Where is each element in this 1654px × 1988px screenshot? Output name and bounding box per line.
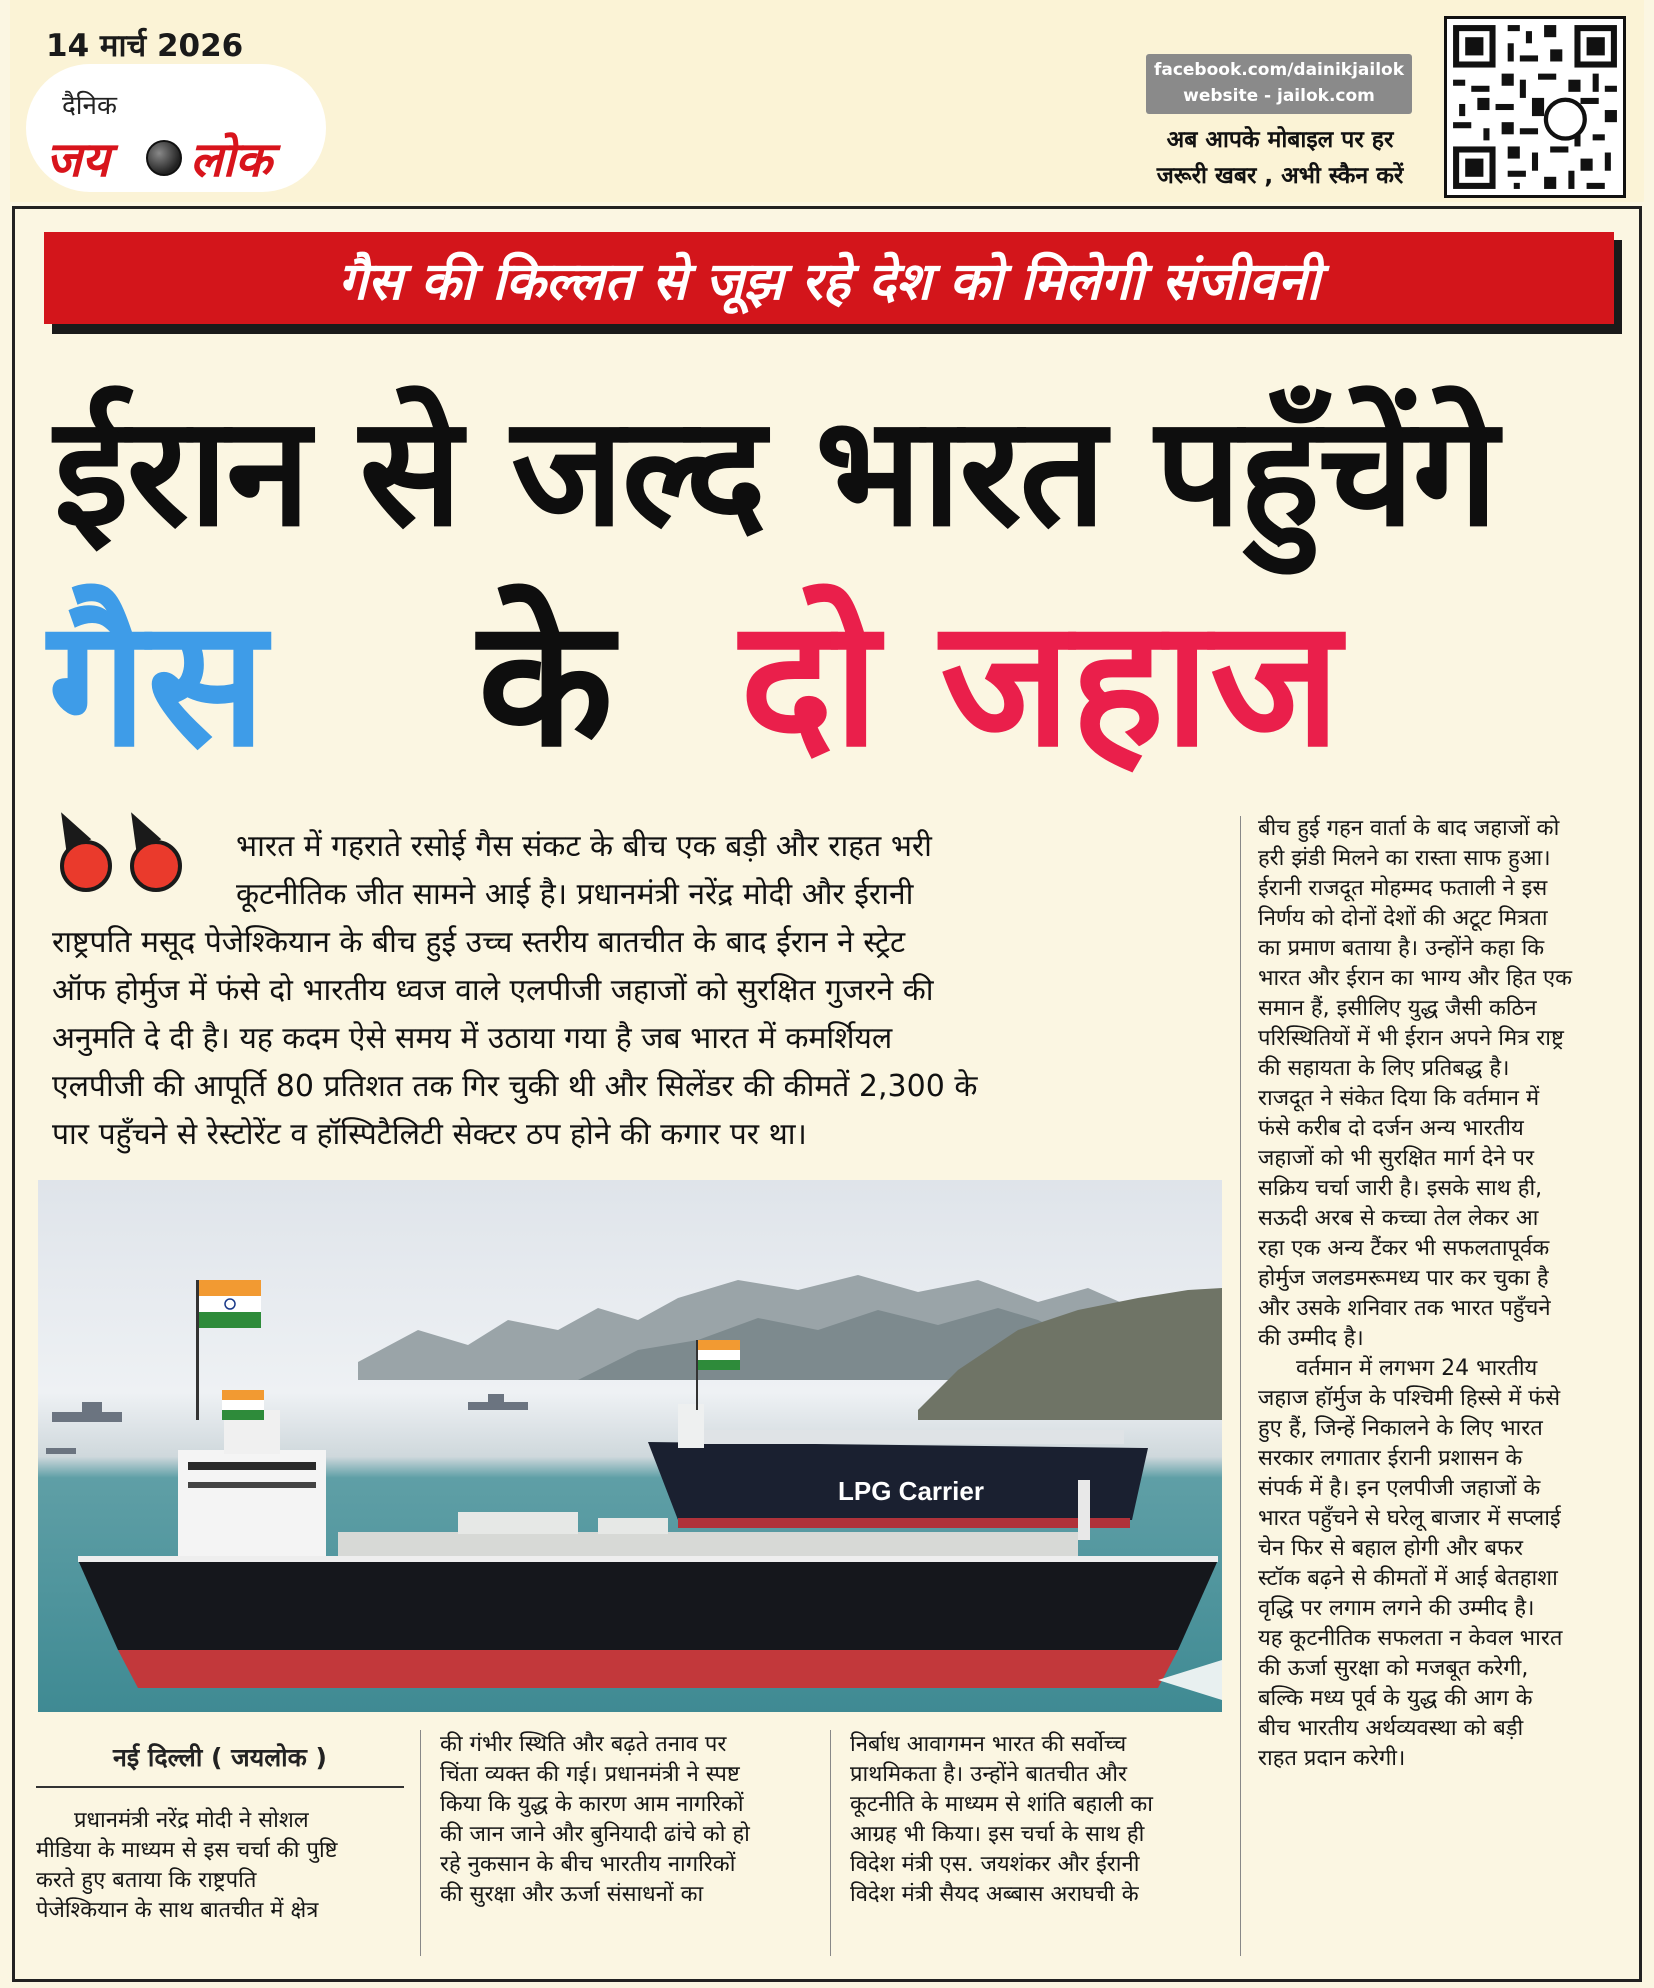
text-line: की जान जाने और बुनियादी ढांचे को हो <box>440 1822 750 1847</box>
lead-line: अनुमति दे दी है। यह कदम ऐसे समय में उठाया गया है जब भारत में कमर्शियल <box>52 1021 893 1056</box>
text-line: राहत प्रदान करेगी। <box>1258 1746 1406 1771</box>
headline-ke: के <box>478 581 614 786</box>
text-line: कूटनीति के माध्यम से शांति बहाली का <box>850 1792 1153 1817</box>
qr-code-icon[interactable] <box>1444 16 1626 198</box>
body-column-3 <box>850 1730 1224 1910</box>
text-line: की ऊर्जा सुरक्षा को मजबूत करेगी, <box>1258 1656 1529 1681</box>
text-line: मीडिया के माध्यम से इस चर्चा की पुष्टि <box>36 1838 338 1863</box>
text-line: भारत पहुँचने से घरेलू बाजार में सप्लाई <box>1258 1506 1561 1531</box>
text-line: होर्मुज जलडमरूमध्य पार कर चुका है <box>1258 1266 1549 1291</box>
text-line: पेजेश्कियान के साथ बातचीत में क्षेत्र <box>36 1898 319 1923</box>
banner-text: गैस की किल्लत से जूझ रहे देश को मिलेगी संजीवनी <box>338 252 1320 312</box>
text-line: राजदूत ने संकेत दिया कि वर्तमान में <box>1258 1086 1540 1111</box>
text-line: का प्रमाण बताया है। उन्होंने कहा कि <box>1258 936 1545 961</box>
quote-icon <box>52 810 202 900</box>
text-line: की गंभीर स्थिति और बढ़ते तनाव पर <box>440 1732 727 1757</box>
ship-label: LPG Carrier <box>838 1476 984 1506</box>
lead-line: पार पहुँचने से रेस्टोरेंट व हॉस्पिटैलिटी सेक्टर ठप होने की कगार पर था। <box>52 1117 807 1152</box>
text-line: चेन फिर से बहाल होगी और बफर <box>1258 1536 1524 1561</box>
text-line: सरकार लगातार ईरानी प्रशासन के <box>1258 1446 1523 1471</box>
byline-rule <box>36 1786 404 1788</box>
text-line: संपर्क में है। इन एलपीजी जहाजों के <box>1258 1476 1541 1501</box>
facebook-link[interactable]: facebook.com/dainikjailok <box>1153 60 1405 80</box>
text-line: रहे नुकसान के बीच भारतीय नागरिकों <box>440 1852 736 1877</box>
logo-jay-text: जय <box>46 132 110 188</box>
right-column <box>1258 814 1624 1774</box>
body-column-2 <box>440 1730 814 1910</box>
text-line: प्राथमिकता है। उन्होंने बातचीत और <box>850 1762 1127 1787</box>
text-line: यह कूटनीतिक सफलता न केवल भारत <box>1258 1626 1563 1651</box>
lead-line: भारत में गहराते रसोई गैस संकट के बीच एक बड़ी और राहत भरी <box>236 829 932 864</box>
text-line: बीच भारतीय अर्थव्यवस्था को बड़ी <box>1258 1716 1524 1741</box>
text-line: की सुरक्षा और ऊर्जा संसाधनों का <box>440 1882 704 1907</box>
text-line: वर्तमान में लगभग 24 भारतीय <box>1296 1356 1538 1381</box>
text-line: निर्बाध आवागमन भारत की सर्वोच्च <box>850 1732 1127 1757</box>
lpg-ships-photo <box>38 1180 1222 1712</box>
text-line: चिंता व्यक्त की गई। प्रधानमंत्री ने स्पष्ट <box>440 1762 740 1787</box>
headline-jahaj: दो जहाज <box>740 581 1341 786</box>
lead-line: एलपीजी की आपूर्ति 80 प्रतिशत तक गिर चुकी थी और सिलेंडर की कीमतें 2,300 के <box>52 1069 978 1104</box>
text-line: जहाज हॉर्मुज के पश्चिमी हिस्से में फंसे <box>1258 1386 1561 1411</box>
text-line: प्रधानमंत्री नरेंद्र मोदी ने सोशल <box>74 1808 309 1833</box>
text-line: जहाजों को भी सुरक्षित मार्ग देने पर <box>1258 1146 1534 1171</box>
text-line: और उसके शनिवार तक भारत पहुँचने <box>1258 1296 1551 1321</box>
text-line: भारत और ईरान का भाग्य और हित एक <box>1258 966 1573 991</box>
column-divider <box>1240 816 1241 1956</box>
text-line: स्टॉक बढ़ने से कीमतों में आई बेतहाशा <box>1258 1566 1558 1591</box>
text-line: निर्णय को दोनों देशों की अटूट मित्रता <box>1258 906 1548 931</box>
headline-gas: गैस <box>48 581 267 786</box>
text-line: परिस्थितियों में भी ईरान अपने मित्र राष्ट्र <box>1258 1026 1564 1051</box>
text-line: हुए हैं, जिन्हें निकालने के लिए भारत <box>1258 1416 1543 1441</box>
text-line: फंसे करीब दो दर्जन अन्य भारतीय <box>1258 1116 1524 1141</box>
logo-dainik-text: दैनिक <box>62 91 117 121</box>
lead-line: ऑफ होर्मुज में फंसे दो भारतीय ध्वज वाले एलपीजी जहाजों को सुरक्षित गुजरने की <box>52 973 934 1008</box>
text-line: की उम्मीद है। <box>1258 1326 1364 1351</box>
lead-line: राष्ट्रपति मसूद पेजेश्कियान के बीच हुई उच्च स्तरीय बातचीत के बाद ईरान ने स्ट्रेट <box>52 925 906 960</box>
text-line: वृद्धि पर लगाम लगने की उम्मीद है। <box>1258 1596 1535 1621</box>
text-line: सऊदी अरब से कच्चा तेल लेकर आ <box>1258 1206 1539 1231</box>
column-divider <box>420 1730 421 1956</box>
logo-lok-text: लोक <box>190 132 272 188</box>
text-line: करते हुए बताया कि राष्ट्रपति <box>36 1868 257 1893</box>
text-line: विदेश मंत्री सैयद अब्बास अराघची के <box>850 1882 1139 1907</box>
byline: नई दिल्ली ( जयलोक ) <box>113 1743 327 1772</box>
text-line: बीच हुई गहन वार्ता के बाद जहाजों को <box>1258 816 1560 841</box>
text-line: हरी झंडी मिलने का रास्ता साफ हुआ। <box>1258 846 1551 871</box>
issue-date: 14 मार्च 2026 <box>46 28 244 64</box>
text-line: किया कि युद्ध के कारण आम नागरिकों <box>440 1792 744 1817</box>
website-link[interactable]: website - jailok.com <box>1183 86 1375 106</box>
globe-icon <box>146 140 182 176</box>
text-line: समान हैं, इसीलिए युद्ध जैसी कठिन <box>1258 996 1537 1021</box>
scan-prompt-line2: जरूरी खबर , अभी स्कैन करें <box>1156 163 1404 189</box>
column-divider <box>830 1730 831 1956</box>
text-line: ईरानी राजदूत मोहम्मद फताली ने इस <box>1258 876 1548 901</box>
text-line: बल्कि मध्य पूर्व के युद्ध की आग के <box>1258 1686 1533 1711</box>
text-line: विदेश मंत्री एस. जयशंकर और ईरानी <box>850 1852 1140 1877</box>
lead-line: कूटनीतिक जीत सामने आई है। प्रधानमंत्री नरेंद्र मोदी और ईरानी <box>236 877 914 912</box>
scan-prompt-line1: अब आपके मोबाइल पर हर <box>1166 127 1394 153</box>
body-column-1 <box>36 1806 406 1926</box>
text-line: की सहायता के लिए प्रतिबद्ध है। <box>1258 1056 1510 1081</box>
headline-line1: ईरान से जल्द भारत पहुँचेंगे <box>54 383 1497 560</box>
text-line: सक्रिय चर्चा जारी है। इसके साथ ही, <box>1258 1176 1543 1201</box>
text-line: आग्रह भी किया। इस चर्चा के साथ ही <box>850 1822 1145 1847</box>
text-line: रहा एक अन्य टैंकर भी सफलतापूर्वक <box>1258 1236 1550 1261</box>
